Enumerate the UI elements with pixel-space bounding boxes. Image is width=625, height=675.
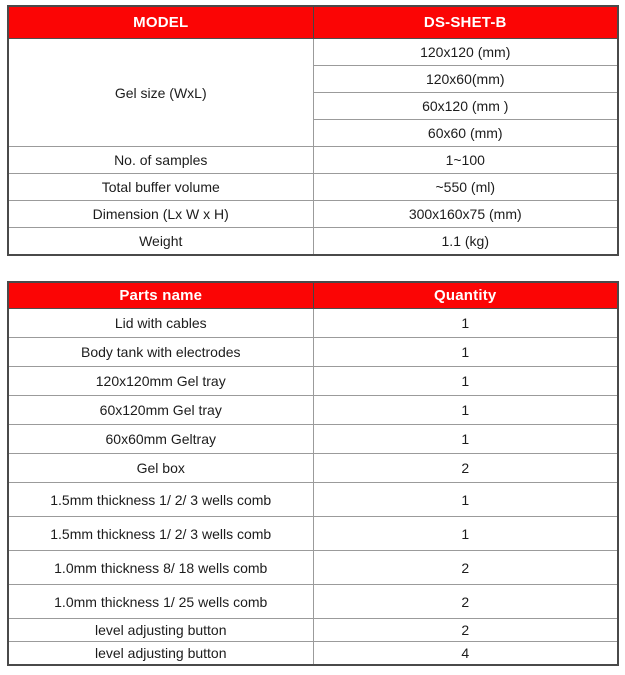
parts-name-cell: 1.0mm thickness 1/ 25 wells comb xyxy=(8,585,313,619)
parts-name-cell: level adjusting button xyxy=(8,642,313,666)
table-row xyxy=(8,425,618,454)
table-row xyxy=(8,174,618,201)
parts-qty-cell: 2 xyxy=(313,585,618,619)
table-row xyxy=(8,201,618,228)
parts-qty-cell: 1 xyxy=(313,483,618,517)
parts-name-cell: 120x120mm Gel tray xyxy=(8,367,313,396)
spec-gel-size-value: 120x60(mm) xyxy=(313,66,618,93)
parts-header-name: Parts name xyxy=(8,282,313,309)
parts-qty-cell: 1 xyxy=(313,309,618,338)
spec-row-label: No. of samples xyxy=(8,147,313,174)
parts-qty-cell: 4 xyxy=(313,642,618,666)
table-row xyxy=(8,551,618,585)
table-row xyxy=(8,619,618,642)
parts-qty-cell: 1 xyxy=(313,517,618,551)
spec-row-label: Weight xyxy=(8,228,313,256)
table-row xyxy=(8,517,618,551)
parts-qty-cell: 2 xyxy=(313,619,618,642)
parts-qty-cell: 1 xyxy=(313,425,618,454)
parts-qty-cell: 1 xyxy=(313,338,618,367)
parts-name-cell: 1.5mm thickness 1/ 2/ 3 wells comb xyxy=(8,517,313,551)
parts-name-cell: Gel box xyxy=(8,454,313,483)
spec-header-model-value: DS-SHET-B xyxy=(313,6,618,39)
parts-name-cell: 60x120mm Gel tray xyxy=(8,396,313,425)
spec-row-value: 1~100 xyxy=(313,147,618,174)
parts-qty-cell: 1 xyxy=(313,396,618,425)
parts-table xyxy=(7,281,619,666)
parts-name-cell: Lid with cables xyxy=(8,309,313,338)
spec-gel-size-value: 120x120 (mm) xyxy=(313,39,618,66)
parts-name-cell: 60x60mm Geltray xyxy=(8,425,313,454)
table-row xyxy=(8,396,618,425)
spec-row-value: ~550 (ml) xyxy=(313,174,618,201)
spec-row-label: Total buffer volume xyxy=(8,174,313,201)
table-row xyxy=(8,39,618,66)
parts-qty-cell: 2 xyxy=(313,454,618,483)
table-row xyxy=(8,309,618,338)
spec-gel-size-value: 60x120 (mm ) xyxy=(313,93,618,120)
table-row xyxy=(8,367,618,396)
spec-table xyxy=(7,5,619,256)
spec-row-label: Dimension (Lx W x H) xyxy=(8,201,313,228)
parts-table-header-row xyxy=(8,282,618,309)
spec-table-header-row xyxy=(8,6,618,39)
parts-name-cell: Body tank with electrodes xyxy=(8,338,313,367)
table-row xyxy=(8,454,618,483)
table-row xyxy=(8,147,618,174)
parts-qty-cell: 2 xyxy=(313,551,618,585)
spec-gel-size-label: Gel size (WxL) xyxy=(8,39,313,147)
table-row xyxy=(8,338,618,367)
parts-name-cell: 1.5mm thickness 1/ 2/ 3 wells comb xyxy=(8,483,313,517)
spec-row-value: 1.1 (kg) xyxy=(313,228,618,256)
table-row xyxy=(8,228,618,256)
spec-header-model: MODEL xyxy=(8,6,313,39)
spec-gel-size-value: 60x60 (mm) xyxy=(313,120,618,147)
spec-row-value: 300x160x75 (mm) xyxy=(313,201,618,228)
parts-header-quantity: Quantity xyxy=(313,282,618,309)
table-row xyxy=(8,483,618,517)
parts-qty-cell: 1 xyxy=(313,367,618,396)
parts-name-cell: 1.0mm thickness 8/ 18 wells comb xyxy=(8,551,313,585)
parts-name-cell: level adjusting button xyxy=(8,619,313,642)
table-row xyxy=(8,642,618,666)
table-row xyxy=(8,585,618,619)
